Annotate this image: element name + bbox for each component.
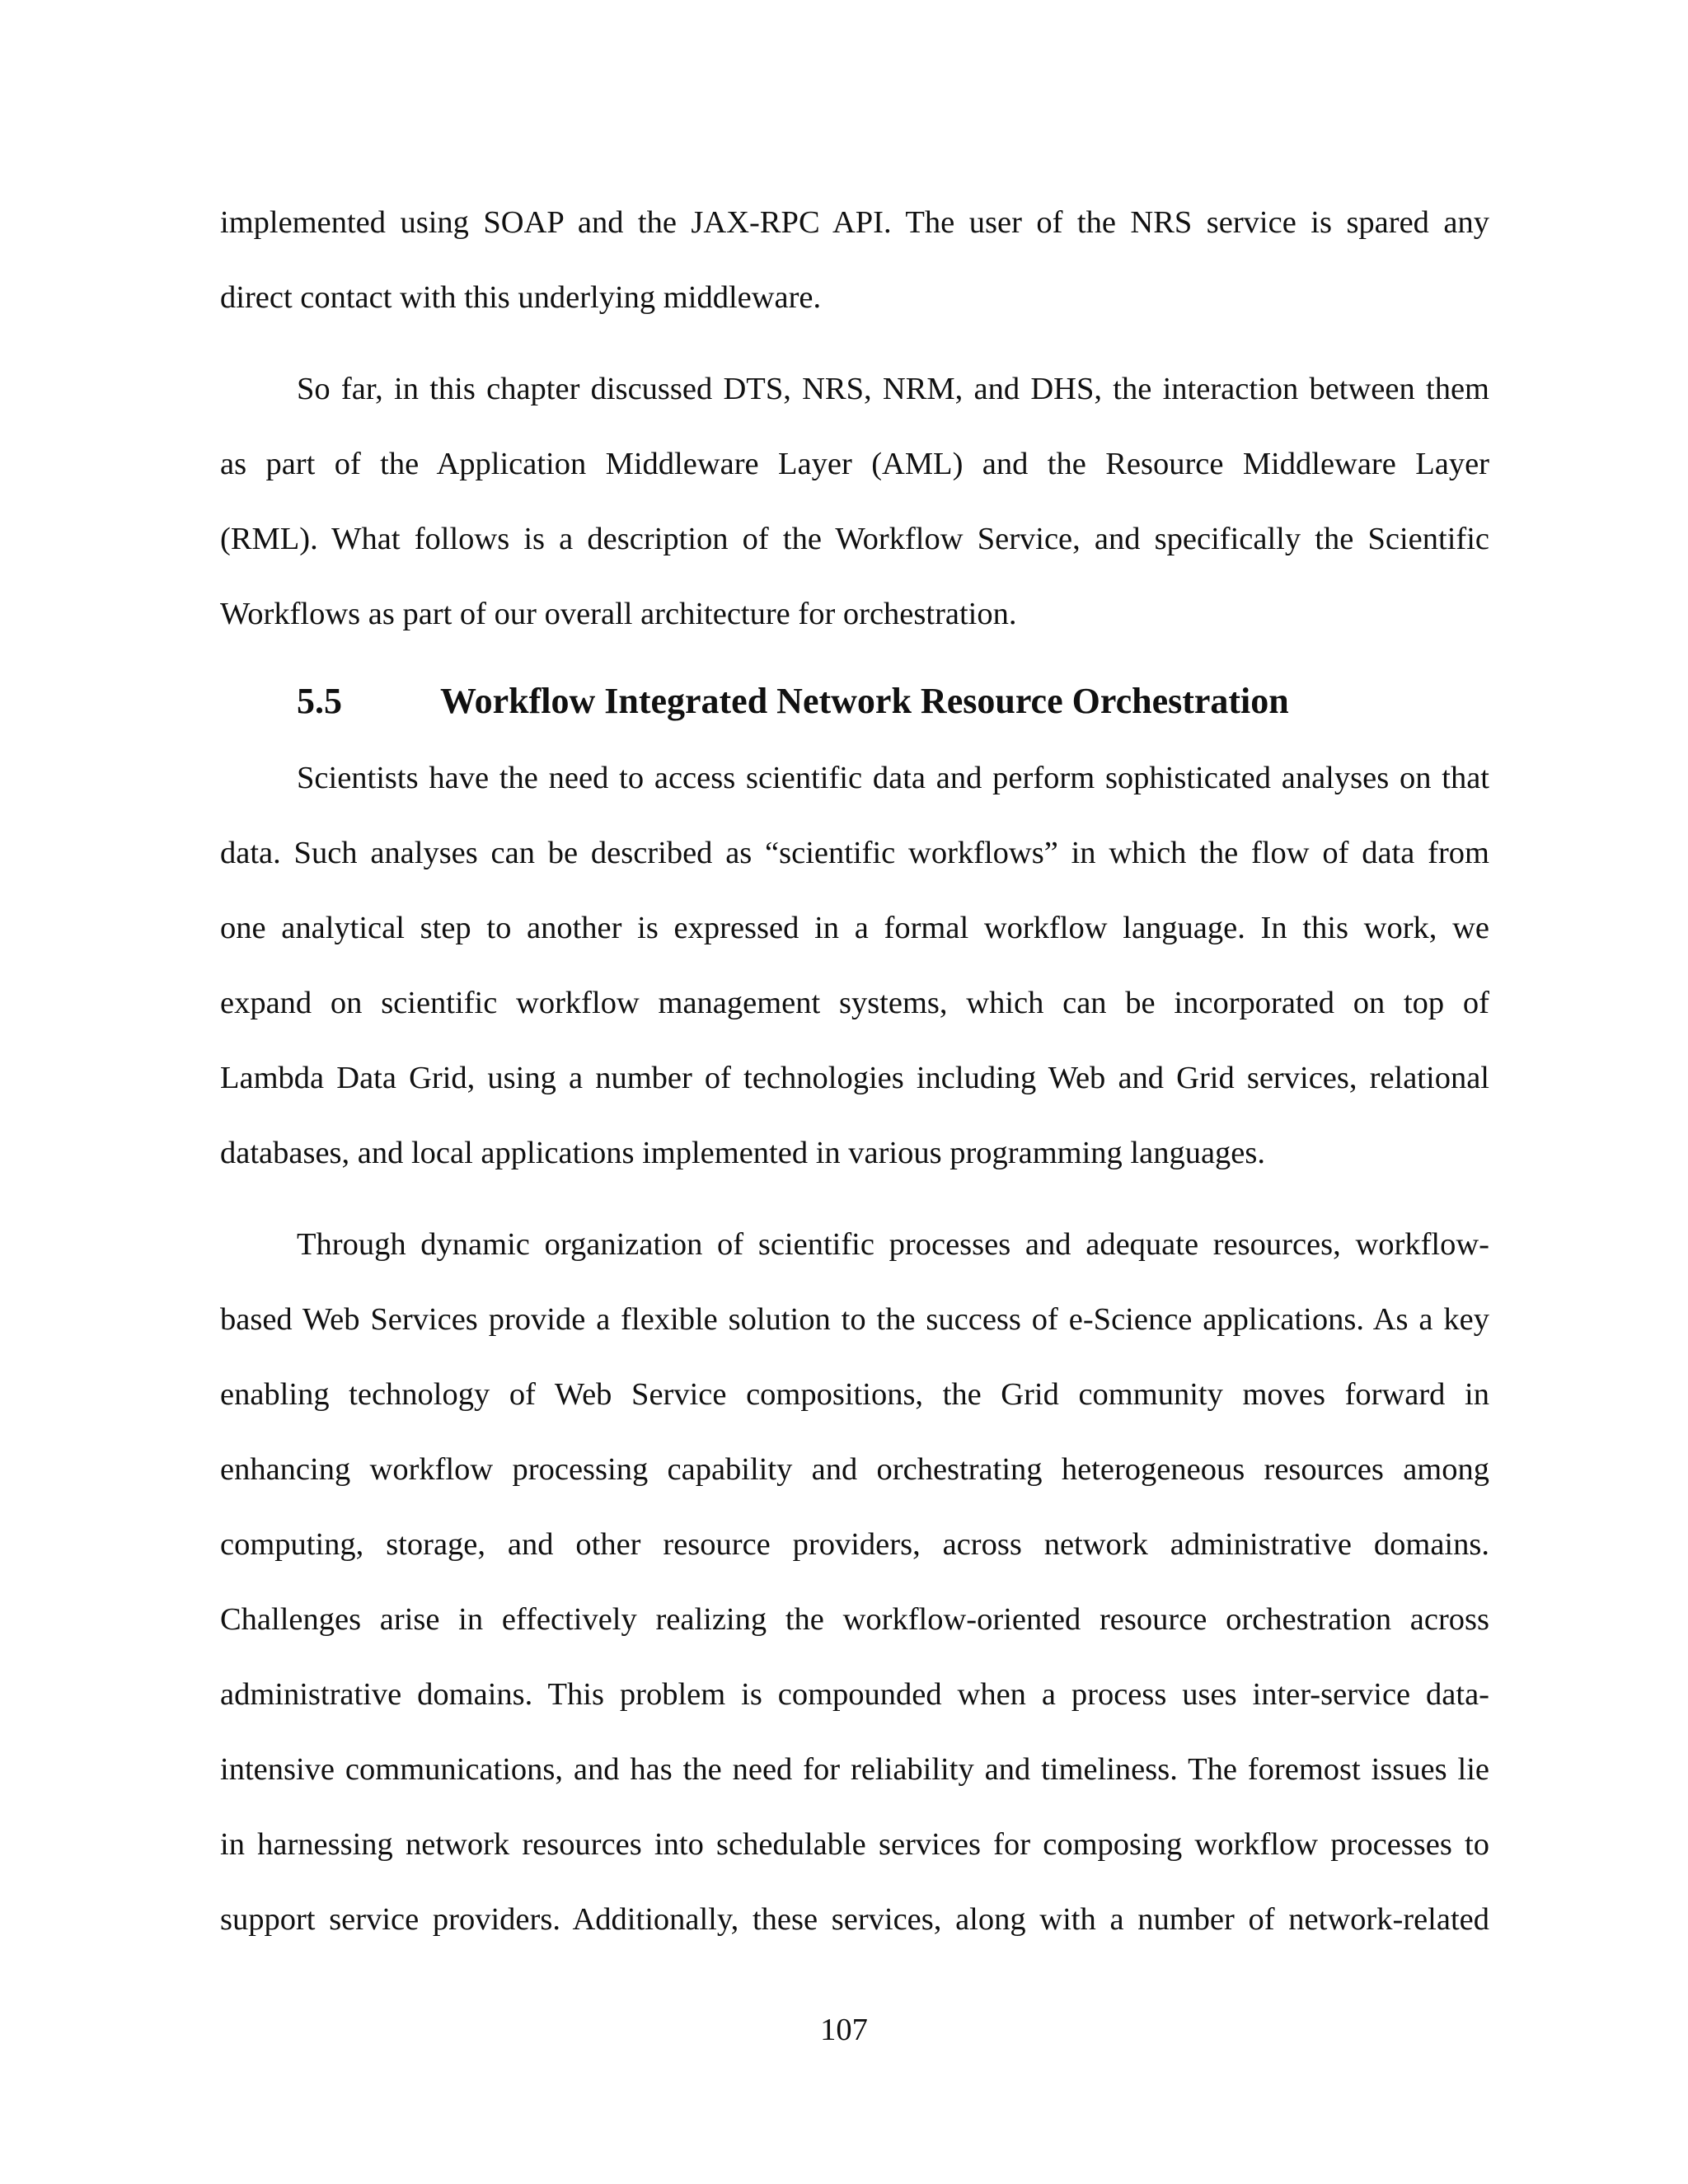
paragraph-2-line-4: Workflows as part of our overall architecture for orchestration. (220, 597, 1017, 631)
paragraph-3-line-4: expand on scientific workflow management systems, which can be incorporated on top of (220, 986, 1489, 1020)
paragraph-2-line-2: as part of the Application Middleware Layer (AML) and the Resource Middleware Layer (220, 447, 1489, 481)
section-heading (220, 670, 1489, 733)
paragraph-4 (220, 1207, 1489, 1957)
paragraph-4-line-4: enhancing workflow processing capability and orchestrating heterogeneous resources among (220, 1452, 1489, 1487)
paragraph-4-line-9: in harnessing network resources into schedulable services for composing workflow processes to (220, 1827, 1489, 1862)
paragraph-4-line-3: enabling technology of Web Service compositions, the Grid community moves forward in (220, 1377, 1489, 1412)
page-body (220, 185, 1489, 1957)
page-number: 107 (820, 2013, 868, 2047)
paragraph-4-line-2: based Web Services provide a flexible solution to the success of e-Science applications. As a key (220, 1302, 1489, 1337)
paragraph-2-line-3: (RML). What follows is a description of the Workflow Service, and specifically the Scientific (220, 522, 1489, 556)
paragraph-2-line-1: So far, in this chapter discussed DTS, NRS, NRM, and DHS, the interaction between them (297, 372, 1489, 406)
paragraph-4-line-8: intensive communications, and has the need for reliability and timeliness. The foremost issues lie (220, 1752, 1489, 1787)
section-number: 5.5 (297, 681, 342, 721)
paragraph-3-line-3: one analytical step to another is expressed in a formal workflow language. In this work, we (220, 911, 1489, 945)
paragraph-4-line-5: computing, storage, and other resource providers, across network administrative domains. (220, 1527, 1489, 1562)
paragraph-3-line-2: data. Such analyses can be described as “scientific workflows” in which the flow of data from (220, 836, 1489, 870)
paragraph-3-line-1: Scientists have the need to access scientific data and perform sophisticated analyses on that (297, 761, 1489, 795)
paragraph-4-line-6: Challenges arise in effectively realizing the workflow-oriented resource orchestration across (220, 1602, 1489, 1637)
paragraph-3-line-5: Lambda Data Grid, using a number of technologies including Web and Grid services, relational (220, 1061, 1489, 1095)
paragraph-1 (220, 185, 1489, 335)
paragraph-1-line-2: direct contact with this underlying middleware. (220, 280, 822, 315)
paragraph-4-line-7: administrative domains. This problem is compounded when a process uses inter-service data- (220, 1677, 1489, 1712)
paragraph-1-line-1: implemented using SOAP and the JAX-RPC API. The user of the NRS service is spared any (220, 205, 1489, 240)
paragraph-2 (220, 352, 1489, 652)
paragraph-4-line-10: support service providers. Additionally, these services, along with a number of network-related (220, 1902, 1489, 1937)
section-title: Workflow Integrated Network Resource Orchestration (440, 681, 1289, 721)
paragraph-4-line-1: Through dynamic organization of scientific processes and adequate resources, workflow- (297, 1227, 1489, 1262)
paragraph-3-line-6: databases, and local applications implemented in various programming languages. (220, 1136, 1265, 1170)
paragraph-3 (220, 741, 1489, 1191)
